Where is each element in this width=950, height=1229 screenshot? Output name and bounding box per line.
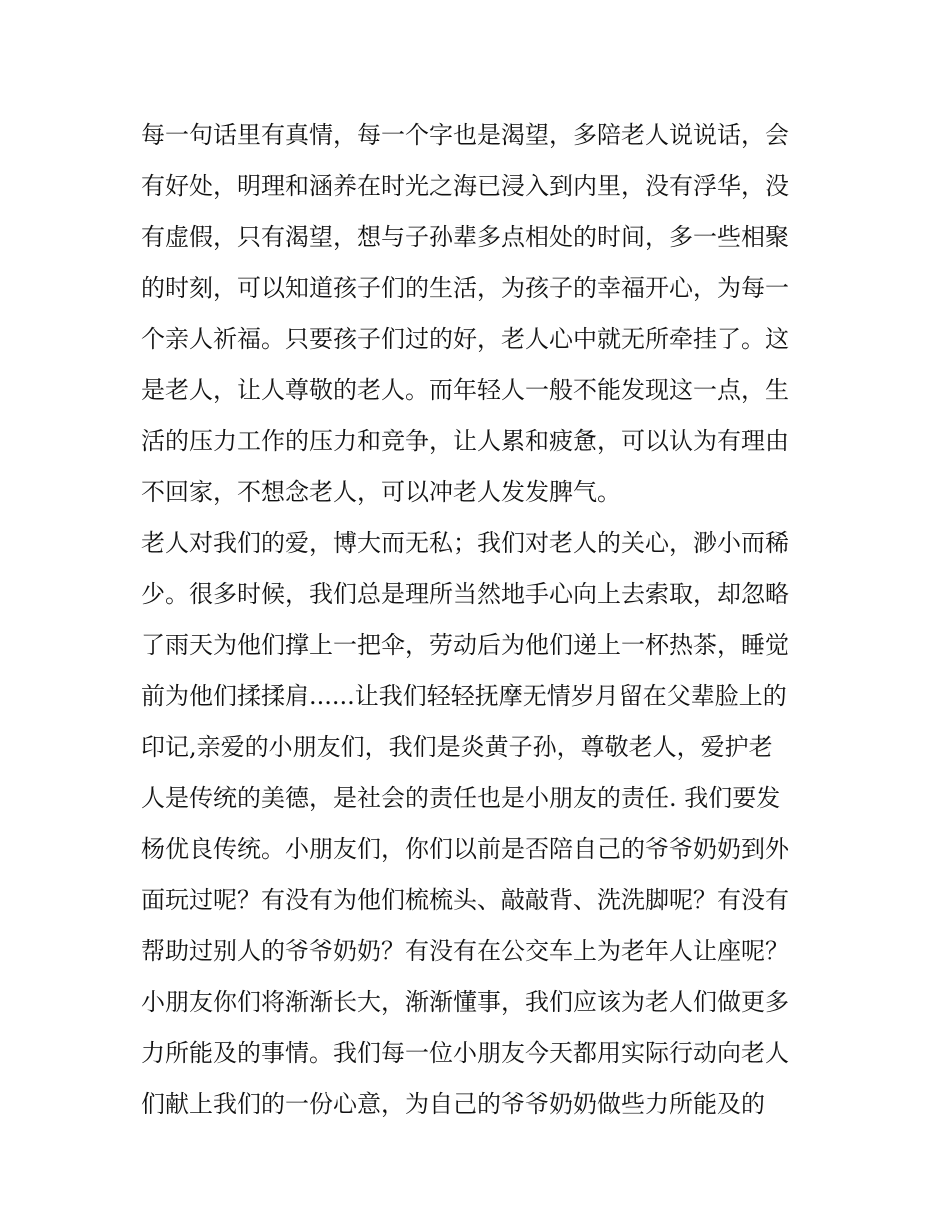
text-line: 印记,亲爱的小朋友们，我们是炎黄子孙，尊敬老人，爱护老 [141,733,773,761]
paragraph-2 [141,518,816,1130]
paragraph-1 [141,110,816,518]
text-line: 老人对我们的爱，博大而无私；我们对老人的关心，渺小而稀 [141,529,789,557]
text-line: 个亲人祈福。只要孩子们过的好，老人心中就无所牵挂了。这 [141,325,789,353]
body-text [141,110,816,1130]
text-line: 活的压力工作的压力和竞争，让人累和疲惫，可以认为有理由 [141,427,789,455]
text-line: 是老人，让人尊敬的老人。而年轻人一般不能发现这一点，生 [141,376,789,404]
text-line: 帮助过别人的爷爷奶奶？有没有在公交车上为老年人让座呢？ [141,937,789,965]
text-line: 有好处，明理和涵养在时光之海已浸入到内里，没有浮华，没 [141,172,789,200]
text-line: 了雨天为他们撑上一把伞，劳动后为他们递上一杯热茶，睡觉 [141,631,789,659]
text-line: 的时刻，可以知道孩子们的生活，为孩子的幸福开心，为每一 [141,274,789,302]
text-line: 面玩过呢？有没有为他们梳梳头、敲敲背、洗洗脚呢？有没有 [141,886,789,914]
text-line: 少。很多时候，我们总是理所当然地手心向上去索取，却忽略 [141,580,789,608]
text-line: 们献上我们的一份心意，为自己的爷爷奶奶做些力所能及的 [141,1090,765,1118]
text-line: 小朋友你们将渐渐长大，渐渐懂事，我们应该为老人们做更多 [141,988,789,1016]
text-line: 每一句话里有真情，每一个字也是渴望，多陪老人说说话，会 [141,121,789,149]
text-line: 杨优良传统。小朋友们，你们以前是否陪自己的爷爷奶奶到外 [141,835,789,863]
text-line: 不回家，不想念老人，可以冲老人发发脾气。 [141,478,621,506]
text-line: 前为他们揉揉肩......让我们轻轻抚摩无情岁月留在父辈脸上的 [141,682,787,710]
text-line: 人是传统的美德，是社会的责任也是小朋友的责任. 我们要发 [141,784,781,812]
text-line: 力所能及的事情。我们每一位小朋友今天都用实际行动向老人 [141,1039,789,1067]
text-line: 有虚假，只有渴望，想与子孙辈多点相处的时间，多一些相聚 [141,223,789,251]
